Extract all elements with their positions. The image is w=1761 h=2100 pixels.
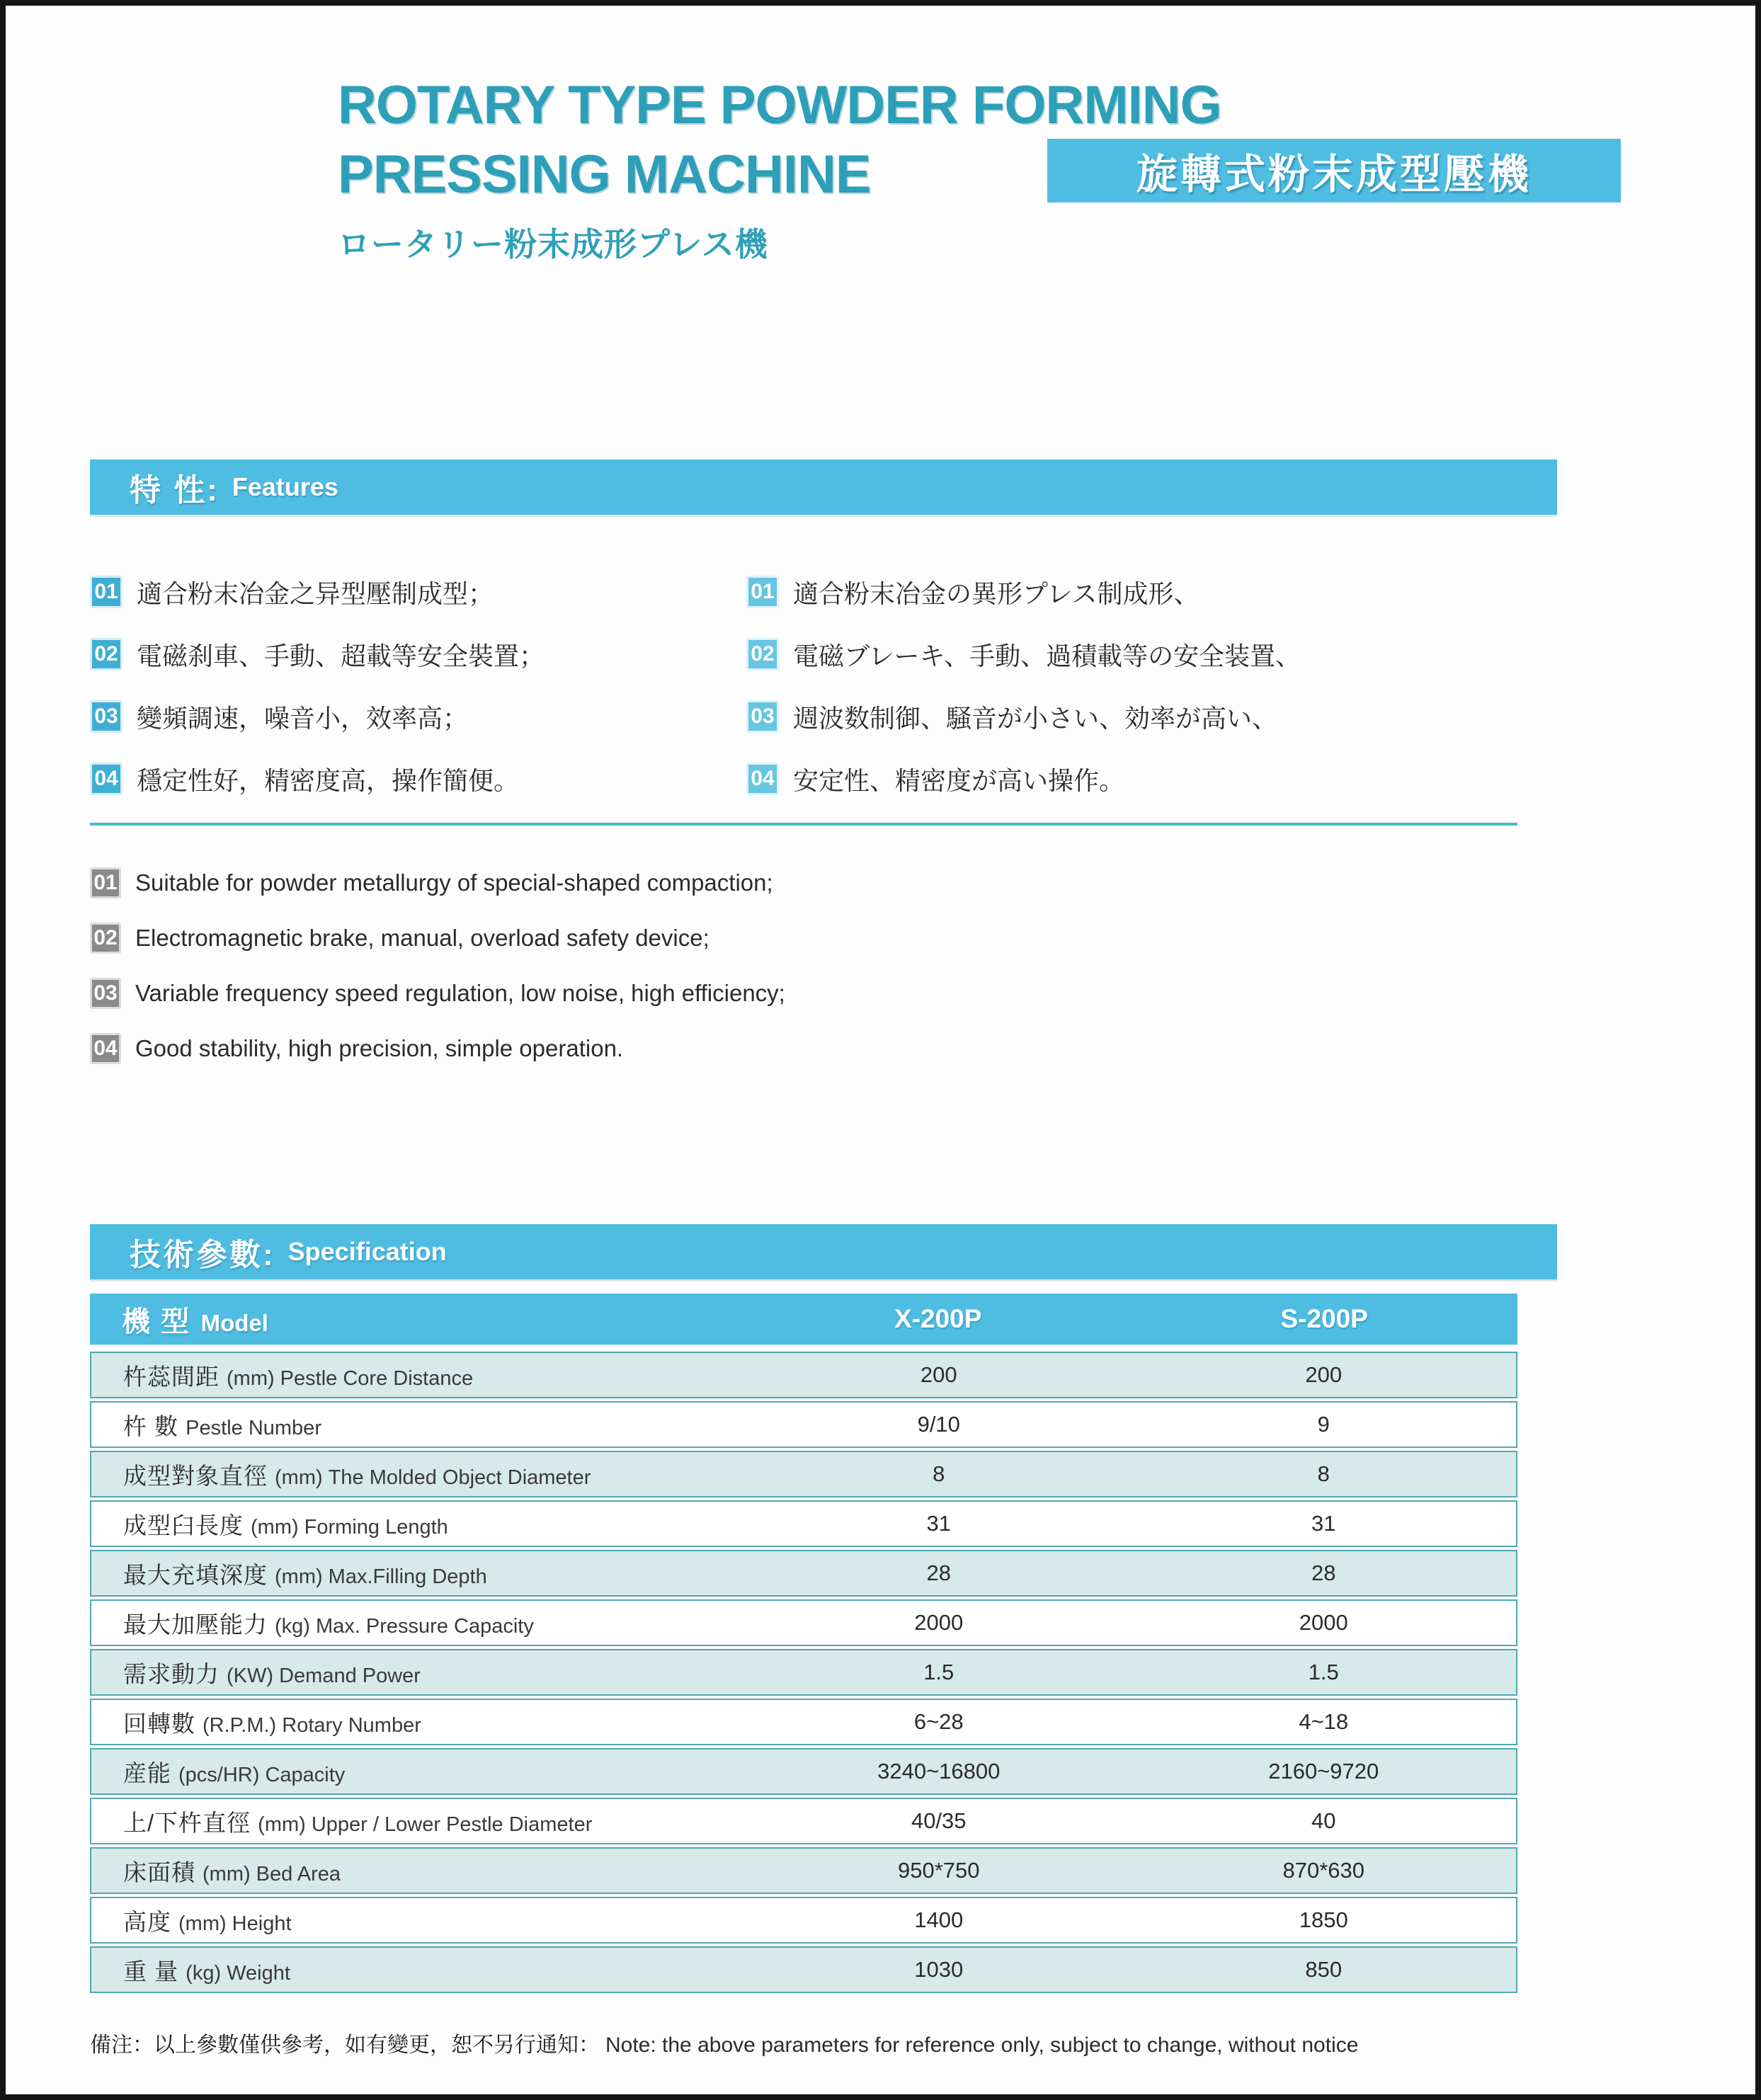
row-label-en: Pestle Number: [186, 1416, 321, 1439]
row-label-en: (R.P.M.) Rotary Number: [203, 1713, 421, 1737]
row-value-x200p: 200: [920, 1362, 957, 1387]
footnote-cn: 備注：以上參數僅供參考，如有變更，恕不另行通知：: [90, 2033, 600, 2057]
row-label-cn: 高度: [123, 1908, 171, 1935]
feature-number-badge: 03: [746, 700, 779, 733]
table-row: [90, 1897, 1517, 1944]
feature-item-cn-2: [90, 639, 746, 670]
feature-item-jp-4: [746, 763, 1517, 794]
row-value-x200p: 9/10: [917, 1412, 960, 1437]
row-value-s200p: 2160~9720: [1268, 1759, 1379, 1784]
row-label-cn: 重 量: [123, 1958, 179, 1985]
feature-number-badge: 03: [90, 978, 121, 1009]
feature-number-badge: 04: [90, 763, 122, 795]
row-label-cn: 最大加壓能力: [123, 1611, 268, 1638]
row-label-en: (mm) Upper / Lower Pestle Diameter: [258, 1813, 593, 1836]
feature-text: Good stability, high precision, simple operation.: [135, 1035, 624, 1061]
row-value-s200p: 200: [1305, 1362, 1343, 1387]
page-title-line1: ROTARY TYPE POWDER FORMING: [338, 75, 1221, 135]
feature-item-en-1: [90, 869, 1755, 897]
title-block: [338, 71, 1755, 263]
title-chinese-banner: 旋轉式粉末成型壓機: [1047, 139, 1621, 202]
model-label-cn: 機 型: [122, 1306, 191, 1337]
row-value-x200p: 2000: [914, 1610, 964, 1635]
feature-text: 穩定性好，精密度高，操作簡便。: [137, 765, 520, 795]
feature-text: 適合粉末冶金之异型壓制成型；: [137, 578, 494, 608]
feature-number-badge: 02: [90, 638, 122, 670]
row-label-cn: 回轉數: [123, 1710, 195, 1737]
features-english-list: [90, 869, 1755, 1063]
feature-text: 電磁ブレーキ、手動、過積載等の安全装置、: [793, 641, 1301, 670]
row-label-cn: 成型對象直徑: [123, 1462, 268, 1489]
row-value-s200p: 9: [1317, 1412, 1330, 1437]
table-row: [90, 1946, 1517, 1993]
table-row: [90, 1798, 1517, 1844]
row-label-cn: 最大充填深度: [123, 1561, 268, 1588]
feature-text: 變頻調速，噪音小，效率高；: [137, 703, 469, 733]
table-header-row: [90, 1294, 1517, 1345]
table-row: [90, 1748, 1517, 1795]
feature-text: 週波数制御、騒音が小さい、効率が高い、: [793, 703, 1278, 733]
row-value-s200p: 28: [1311, 1560, 1336, 1585]
feature-item-cn-3: [90, 701, 746, 732]
row-value-s200p: 8: [1317, 1461, 1330, 1486]
feature-item-en-4: [90, 1034, 1755, 1063]
row-value-x200p: 1030: [914, 1957, 964, 1982]
row-value-x200p: 1.5: [923, 1660, 954, 1684]
row-label-en: (mm) Height: [178, 1912, 292, 1935]
page-subtitle-japanese: ロータリー粉末成形プレス機: [338, 226, 768, 263]
row-value-x200p: 6~28: [913, 1709, 964, 1734]
feature-item-cn-4: [90, 763, 746, 794]
row-label-cn: 産能: [123, 1759, 171, 1786]
row-label-en: (kg) Max. Pressure Capacity: [275, 1614, 534, 1638]
table-row: [90, 1847, 1517, 1894]
row-label-cn: 上/下杵直徑: [123, 1809, 251, 1836]
row-value-x200p: 40/35: [911, 1808, 967, 1833]
row-value-s200p: 1.5: [1308, 1660, 1339, 1684]
feature-text: Electromagnetic brake, manual, overload safety device;: [135, 925, 709, 951]
model-label-en: Model: [200, 1309, 268, 1336]
feature-text: 安定性、精密度が高い操作。: [793, 765, 1125, 795]
row-label-en: (mm) Pestle Core Distance: [227, 1366, 474, 1390]
feature-text: Suitable for powder metallurgy of special-shaped compaction;: [135, 869, 773, 896]
row-value-s200p: 850: [1305, 1957, 1343, 1982]
row-label-en: (KW) Demand Power: [227, 1664, 421, 1687]
table-row: [90, 1451, 1517, 1497]
row-value-s200p: 40: [1311, 1808, 1336, 1833]
row-label-en: (pcs/HR) Capacity: [178, 1763, 346, 1786]
table-row: [90, 1699, 1517, 1745]
feature-item-jp-3: [746, 701, 1517, 732]
table-body: [90, 1352, 1517, 1993]
feature-number-badge: 02: [90, 923, 121, 954]
row-label-en: (kg) Weight: [186, 1961, 290, 1985]
row-value-x200p: 950*750: [897, 1858, 980, 1883]
column-header-s200p: S-200P: [1280, 1304, 1368, 1333]
specification-table: [90, 1294, 1517, 1993]
table-row: [90, 1599, 1517, 1646]
table-row: [90, 1649, 1517, 1696]
feature-number-badge: 01: [90, 576, 122, 608]
table-row: [90, 1550, 1517, 1597]
feature-item-cn-1: [90, 576, 746, 607]
row-value-x200p: 3240~16800: [877, 1759, 1001, 1784]
row-value-x200p: 1400: [914, 1907, 964, 1932]
section-divider-line: [90, 823, 1517, 826]
row-value-x200p: 28: [926, 1560, 951, 1585]
row-label-en: (mm) Max.Filling Depth: [275, 1565, 487, 1588]
feature-number-badge: 01: [746, 576, 779, 608]
feature-number-badge: 03: [90, 700, 122, 733]
feature-text: Variable frequency speed regulation, low noise, high efficiency;: [135, 980, 785, 1006]
row-value-s200p: 1850: [1299, 1907, 1348, 1932]
column-header-x200p: X-200P: [894, 1304, 982, 1333]
feature-item-en-2: [90, 924, 1755, 952]
footnote-en: Note: the above parameters for reference only, subject to change, without notice: [605, 2033, 1359, 2057]
table-row: [90, 1352, 1517, 1398]
features-heading-en: Features: [232, 472, 338, 501]
feature-number-badge: 04: [746, 763, 779, 795]
spec-heading-cn: 技術參數:: [130, 1238, 275, 1272]
feature-number-badge: 01: [90, 867, 121, 898]
specification-section-banner: [90, 1224, 1557, 1279]
row-label-cn: 需求動力: [123, 1660, 220, 1687]
feature-number-badge: 02: [746, 638, 779, 670]
row-value-x200p: 8: [933, 1461, 945, 1486]
row-label-en: (mm) Bed Area: [203, 1862, 341, 1885]
row-value-s200p: 870*630: [1282, 1858, 1364, 1883]
feature-number-badge: 04: [90, 1033, 121, 1064]
table-row: [90, 1401, 1517, 1448]
row-value-s200p: 2000: [1299, 1610, 1348, 1635]
footnote: [90, 2027, 1755, 2058]
row-value-s200p: 31: [1311, 1511, 1336, 1536]
row-label-en: (mm) Forming Length: [251, 1515, 448, 1539]
feature-text: 電磁刹車、手動、超載等安全裝置；: [137, 641, 545, 670]
feature-item-jp-1: [746, 576, 1517, 607]
spec-heading-en: Specification: [287, 1237, 447, 1266]
feature-item-en-3: [90, 979, 1755, 1008]
features-section-banner: [90, 460, 1557, 515]
row-label-cn: 杵蕊間距: [123, 1363, 220, 1390]
row-label-en: (mm) The Molded Object Diameter: [275, 1466, 591, 1489]
row-label-cn: 床面積: [123, 1859, 195, 1885]
row-value-x200p: 31: [926, 1511, 951, 1536]
page-title-line2: PRESSING MACHINE: [338, 144, 871, 205]
table-row: [90, 1500, 1517, 1547]
row-label-cn: 成型臼長度: [123, 1512, 244, 1539]
feature-text: 適合粉末冶金の異形プレス制成形、: [793, 578, 1199, 608]
model-header-cell: [90, 1299, 745, 1340]
features-heading-cn: 特 性:: [130, 473, 220, 508]
row-label-cn: 杵 數: [123, 1413, 179, 1439]
feature-item-jp-2: [746, 639, 1517, 670]
row-value-s200p: 4~18: [1299, 1709, 1349, 1734]
features-grid: [90, 576, 1517, 794]
title-row-2: [338, 140, 1755, 210]
